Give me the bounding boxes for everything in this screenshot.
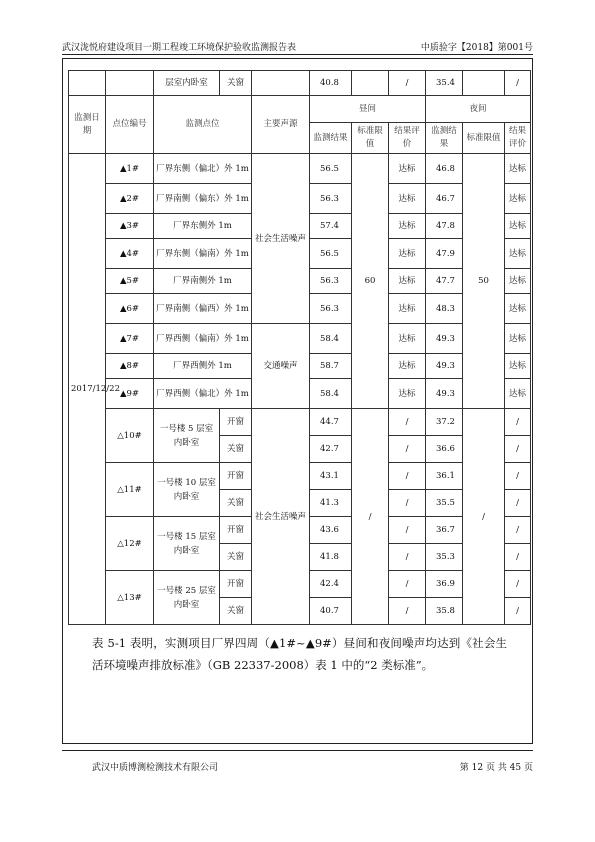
cell-night-result: 47.9 — [426, 239, 463, 269]
cell-day-eval: 达标 — [389, 269, 426, 294]
cell-source-social: 社会生活噪声 — [252, 154, 310, 324]
cell-day-result: 42.7 — [310, 436, 352, 463]
header-main-source: 主要声源 — [252, 96, 310, 154]
cell-window: 开窗 — [220, 463, 252, 490]
cell-point: 一号楼 10 层室内卧室 — [154, 463, 220, 517]
cell-day-eval: 达标 — [389, 214, 426, 239]
cell-day-result: 58.7 — [310, 354, 352, 379]
cell-night-eval: / — [505, 544, 531, 571]
cell-night-limit: 50 — [463, 154, 505, 409]
table-header-row — [69, 96, 531, 123]
cell-day-result: 56.5 — [310, 239, 352, 269]
cell-empty — [352, 71, 389, 96]
cell-day-result: 44.7 — [310, 409, 352, 436]
cell-point-code: △12# — [106, 517, 154, 571]
cell-window: 开窗 — [220, 517, 252, 544]
cell-day-eval: / — [389, 463, 426, 490]
cell-night-result: 49.3 — [426, 379, 463, 409]
cell-point-code: △13# — [106, 571, 154, 625]
header-daytime: 昼间 — [310, 96, 426, 123]
cell-night-result: 47.8 — [426, 214, 463, 239]
cell-night-result: 49.3 — [426, 354, 463, 379]
cell-night-result: 46.7 — [426, 184, 463, 214]
cell-day-result: 41.8 — [310, 544, 352, 571]
cell-window: 开窗 — [220, 409, 252, 436]
cell-night-eval: 达标 — [505, 239, 531, 269]
cell-day-eval: / — [389, 544, 426, 571]
cell-day-result: 43.1 — [310, 463, 352, 490]
footer-company: 武汉中质博测检测技术有限公司 — [92, 763, 219, 773]
cell-night-eval: / — [505, 598, 531, 625]
cell-day-eval: 达标 — [389, 354, 426, 379]
cell-point: 厂界西侧（偏北）外 1m — [154, 379, 252, 409]
cell-day-limit: 60 — [352, 154, 389, 409]
cell-day-eval: / — [389, 571, 426, 598]
header-night-result: 监测结果 — [426, 123, 463, 154]
cell-point: 厂界东侧（偏北）外 1m — [154, 154, 252, 184]
cell-day-eval: / — [389, 71, 426, 96]
cell-point-code: ▲5# — [106, 269, 154, 294]
cell-empty — [106, 71, 154, 96]
cell-day-eval: 达标 — [389, 239, 426, 269]
cell-night-eval: 达标 — [505, 324, 531, 354]
header-monitor-point: 监测点位 — [154, 96, 252, 154]
noise-monitoring-table — [68, 70, 531, 625]
header-night-limit: 标准限值 — [463, 123, 505, 154]
cell-day-eval: 达标 — [389, 324, 426, 354]
cell-night-eval: 达标 — [505, 354, 531, 379]
cell-night-eval: / — [505, 517, 531, 544]
cell-night-result: 37.2 — [426, 409, 463, 436]
cell-day-result: 42.4 — [310, 571, 352, 598]
cell-day-result: 56.3 — [310, 184, 352, 214]
cell-night-result: 47.7 — [426, 269, 463, 294]
cell-day-eval: / — [389, 598, 426, 625]
cell-night-eval: / — [505, 571, 531, 598]
cell-point-code: ▲7# — [106, 324, 154, 354]
cell-day-result: 58.4 — [310, 324, 352, 354]
cell-night-result: 35.8 — [426, 598, 463, 625]
cell-point-code: ▲3# — [106, 214, 154, 239]
cell-point: 厂界南侧（偏东）外 1m — [154, 184, 252, 214]
cell-point-code: ▲6# — [106, 294, 154, 324]
cell-day-result: 56.3 — [310, 269, 352, 294]
cell-night-result: 36.1 — [426, 463, 463, 490]
footer-rule — [62, 750, 533, 751]
table-row — [69, 154, 531, 184]
cell-window: 关窗 — [220, 71, 252, 96]
cell-point-code: ▲9# — [106, 379, 154, 409]
table-row — [69, 409, 531, 436]
cell-day-eval: 达标 — [389, 154, 426, 184]
cell-point: 一号楼 15 层室内卧室 — [154, 517, 220, 571]
cell-night-result: 35.5 — [426, 490, 463, 517]
table-row — [69, 324, 531, 354]
cell-day-eval: 达标 — [389, 379, 426, 409]
header-point-code: 点位编号 — [106, 96, 154, 154]
header-rule — [62, 54, 533, 55]
cell-source-social: 社会生活噪声 — [252, 409, 310, 625]
cell-night-eval: 达标 — [505, 269, 531, 294]
cell-window: 关窗 — [220, 544, 252, 571]
cell-window: 开窗 — [220, 571, 252, 598]
header-day-limit: 标准限值 — [352, 123, 389, 154]
cell-point-code: ▲8# — [106, 354, 154, 379]
cell-point-code: △10# — [106, 409, 154, 463]
cell-night-eval: / — [505, 436, 531, 463]
cell-night-eval: / — [505, 463, 531, 490]
cell-window: 关窗 — [220, 490, 252, 517]
cell-day-eval: / — [389, 490, 426, 517]
cell-day-result: 58.4 — [310, 379, 352, 409]
cell-night-eval: 达标 — [505, 379, 531, 409]
cell-day-eval: / — [389, 409, 426, 436]
cell-point: 厂界西侧外 1m — [154, 354, 252, 379]
header-title: 武汉泷悦府建设项目一期工程竣工环境保护验收监测报告表 — [62, 43, 297, 53]
cell-window: 关窗 — [220, 598, 252, 625]
cell-night-result: 36.7 — [426, 517, 463, 544]
footer-page-number: 第 12 页 共 45 页 — [459, 763, 533, 773]
cell-point-code: ▲4# — [106, 239, 154, 269]
cell-day-eval: 达标 — [389, 184, 426, 214]
cell-night-result: 36.9 — [426, 571, 463, 598]
cell-night-limit: / — [463, 409, 505, 625]
header-monitor-date: 监测日期 — [69, 96, 106, 154]
cell-night-eval: 达标 — [505, 214, 531, 239]
cell-day-eval: / — [389, 436, 426, 463]
table-row-carryover — [69, 71, 531, 96]
header-day-result: 监测结果 — [310, 123, 352, 154]
cell-empty — [252, 71, 310, 96]
cell-night-result: 48.3 — [426, 294, 463, 324]
cell-night-result: 36.6 — [426, 436, 463, 463]
cell-day-eval: / — [389, 517, 426, 544]
cell-night-eval: 达标 — [505, 154, 531, 184]
cell-source-traffic: 交通噪声 — [252, 324, 310, 409]
cell-day-result: 56.5 — [310, 154, 352, 184]
cell-night-result: 35.4 — [426, 71, 463, 96]
cell-point: 厂界东侧外 1m — [154, 214, 252, 239]
cell-point: 一号楼 25 层室内卧室 — [154, 571, 220, 625]
cell-night-eval: / — [505, 409, 531, 436]
cell-point-code: ▲1# — [106, 154, 154, 184]
cell-point-code: ▲2# — [106, 184, 154, 214]
cell-point: 一号楼 5 层室内卧室 — [154, 409, 220, 463]
cell-point: 厂界东侧（偏南）外 1m — [154, 239, 252, 269]
cell-night-result: 49.3 — [426, 324, 463, 354]
cell-empty — [69, 71, 106, 96]
cell-point: 层室内卧室 — [154, 71, 220, 96]
cell-night-eval: 达标 — [505, 294, 531, 324]
cell-point: 厂界南侧外 1m — [154, 269, 252, 294]
cell-empty — [463, 71, 505, 96]
cell-day-result: 41.3 — [310, 490, 352, 517]
cell-day-result: 40.7 — [310, 598, 352, 625]
cell-day-result: 43.6 — [310, 517, 352, 544]
cell-night-result: 46.8 — [426, 154, 463, 184]
cell-point: 厂界南侧（偏西）外 1m — [154, 294, 252, 324]
cell-day-eval: 达标 — [389, 294, 426, 324]
cell-day-result: 56.3 — [310, 294, 352, 324]
cell-point-code: △11# — [106, 463, 154, 517]
cell-night-eval: / — [505, 71, 531, 96]
conclusion-paragraph: 表 5-1 表明，实测项目厂界四周（▲1#~▲9#）昼间和夜间噪声均达到《社会生活环境噪声排放标准》（GB 22337-2008）表 1 中的“2 类标准”。 — [92, 636, 507, 672]
header-report-number: 中质验字【2018】第001号 — [420, 43, 533, 53]
cell-day-result: 57.4 — [310, 214, 352, 239]
cell-night-eval: 达标 — [505, 184, 531, 214]
header-day-eval: 结果评价 — [389, 123, 426, 154]
header-nighttime: 夜间 — [426, 96, 531, 123]
header-night-eval: 结果评价 — [505, 123, 531, 154]
cell-day-result: 40.8 — [310, 71, 352, 96]
cell-point: 厂界西侧（偏南）外 1m — [154, 324, 252, 354]
cell-monitor-date: 2017/12/22 — [69, 154, 106, 625]
cell-window: 关窗 — [220, 436, 252, 463]
cell-day-limit: / — [352, 409, 389, 625]
cell-night-eval: / — [505, 490, 531, 517]
cell-night-result: 35.3 — [426, 544, 463, 571]
